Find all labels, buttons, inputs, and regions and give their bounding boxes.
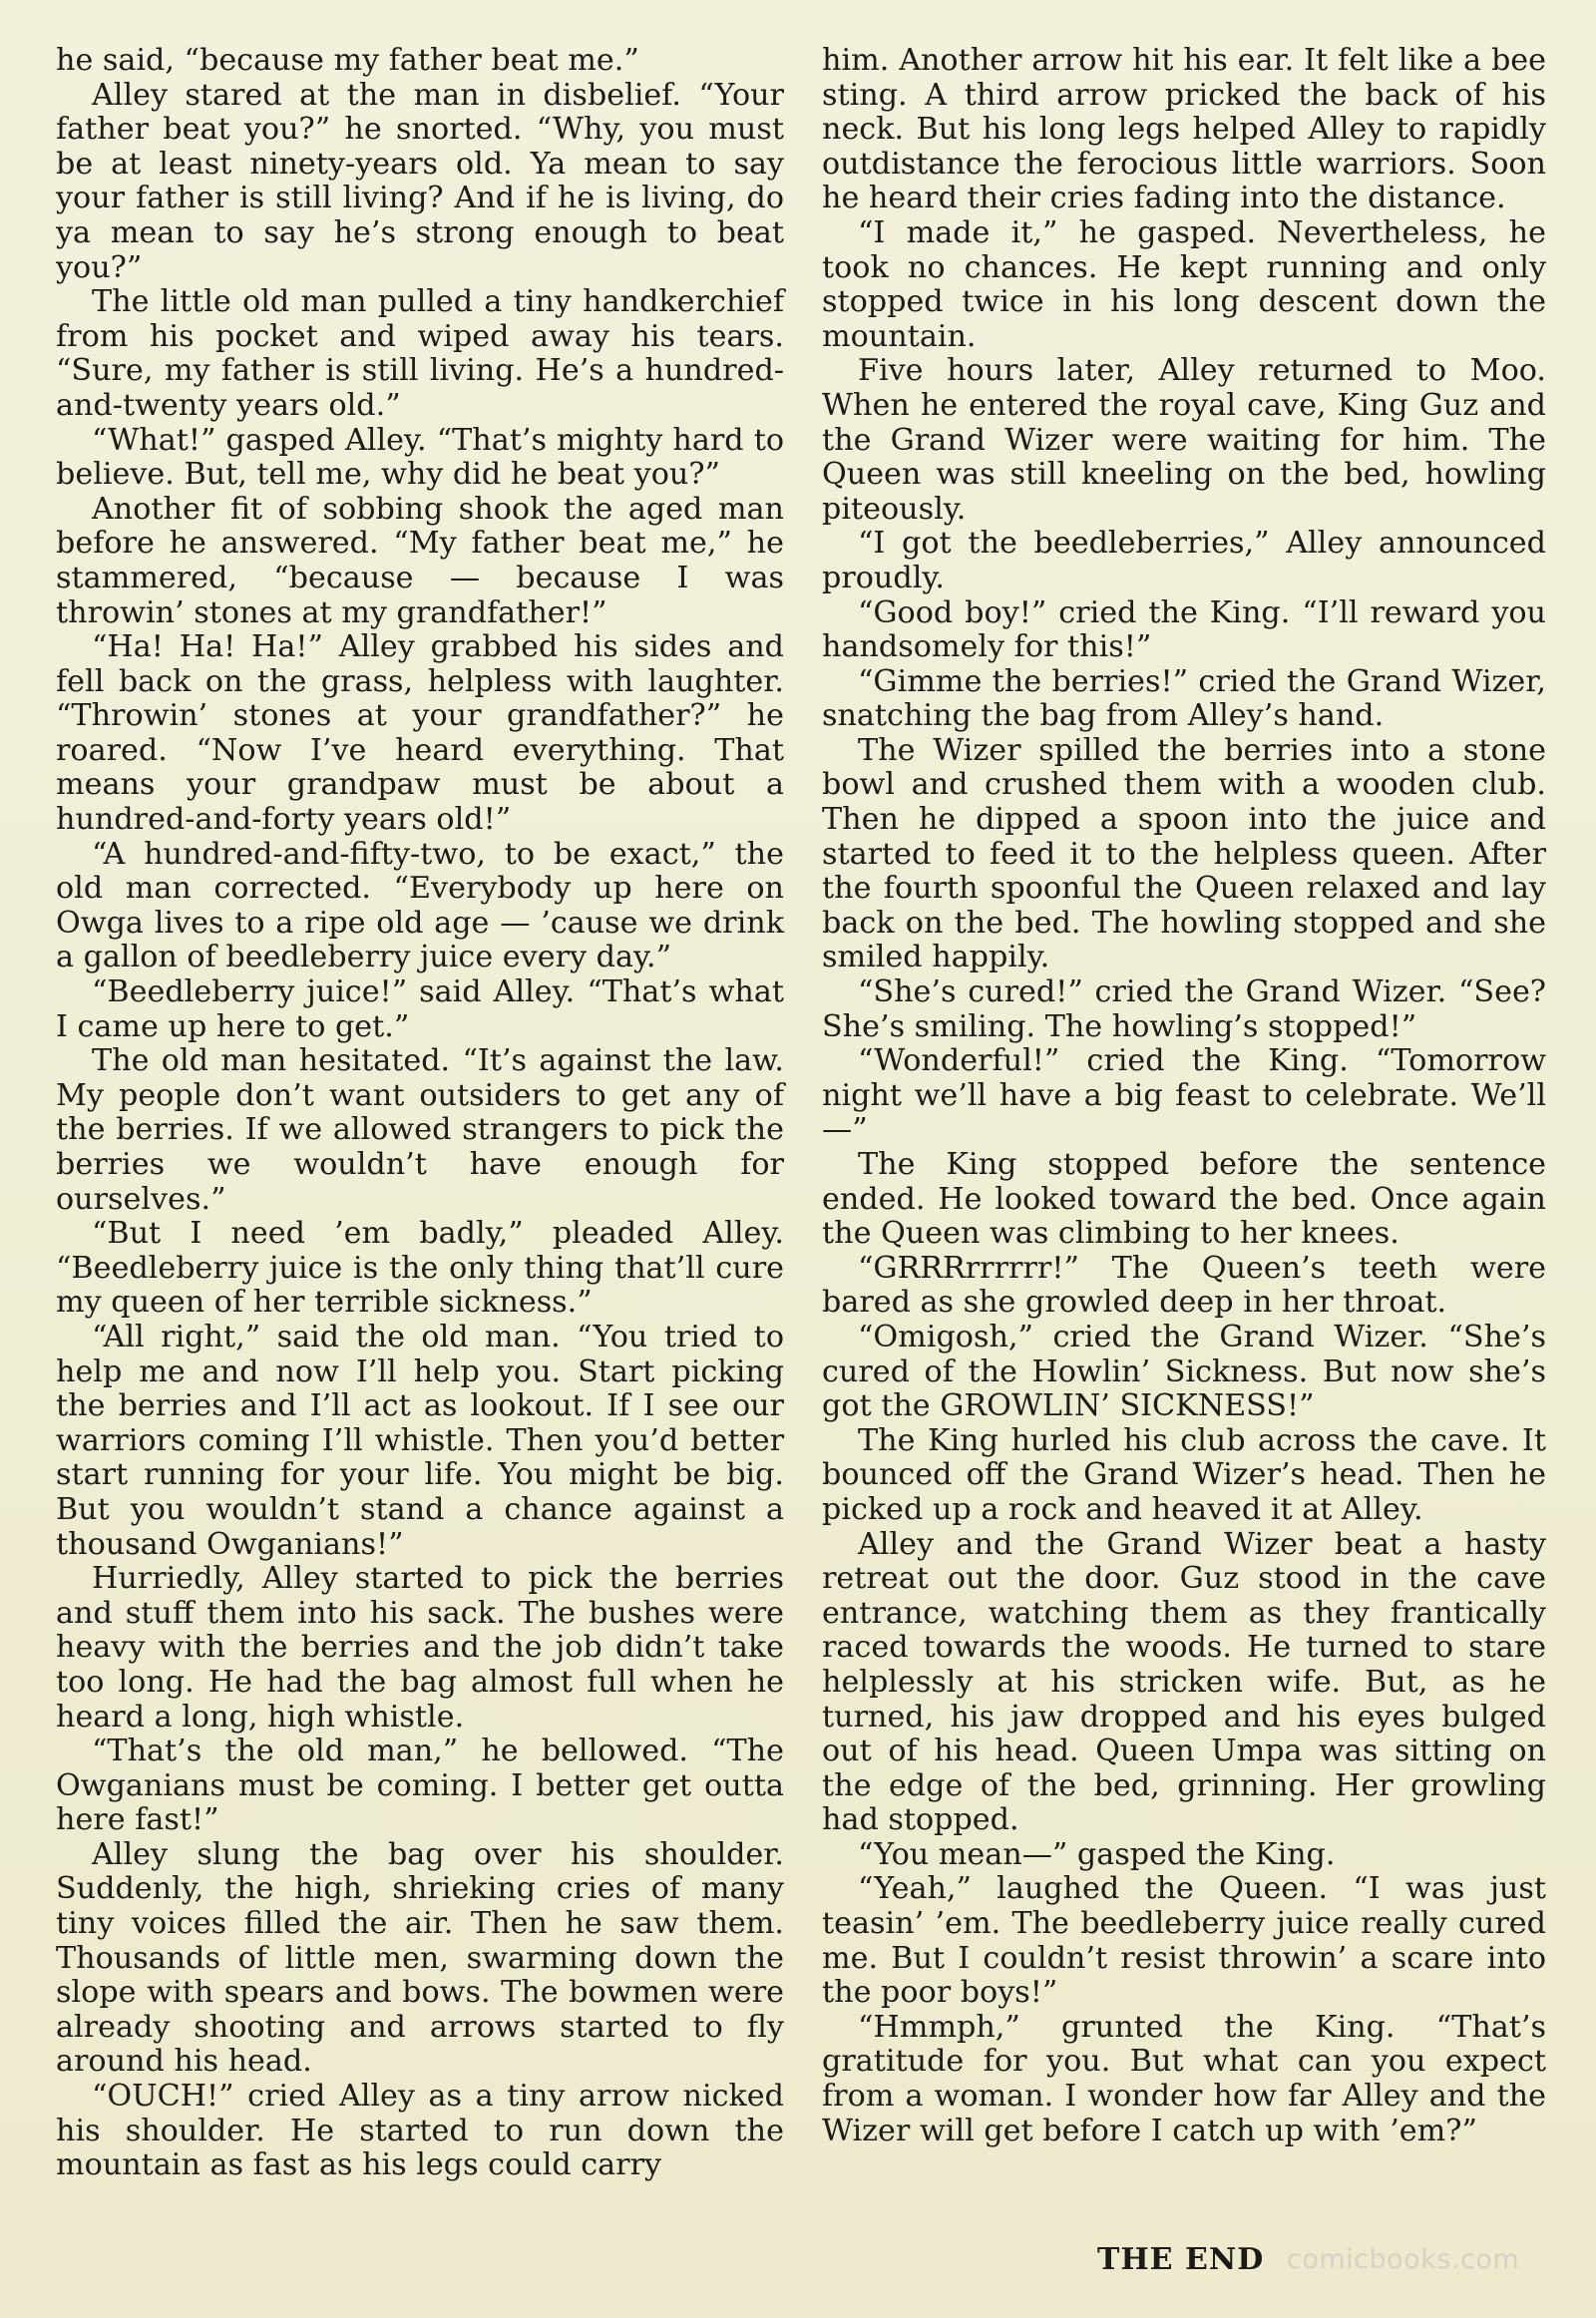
watermark-text: comicbooks.com (1287, 2244, 1520, 2275)
paragraph: Five hours later, Alley returned to Moo. When he entered the royal cave, King Guz and the Grand Wizer were waiting for him. The Queen was still kneeling on the bed, howling piteously. (822, 353, 1546, 527)
paragraph: “Wonderful!” cried the King. “Tomorrow night we’ll have a big feast to celebrate. We’ll—” (822, 1043, 1546, 1148)
paragraph: him. Another arrow hit his ear. It felt like a bee sting. A third arrow pricked the back of his neck. But his long legs helped Alley to rapidly outdistance the ferocious little warriors. Soon he heard their cries fading into the distance. (822, 43, 1546, 216)
paragraph: “She’s cured!” cried the Grand Wizer. “See? She’s smiling. The howling’s stopped!” (822, 974, 1546, 1044)
paragraph: Alley stared at the man in disbelief. “Your father beat you?” he snorted. “Why, you must be at least ninety-years old. Ya mean to say your father is still living? And if he is living, do ya mean to say he’s strong enough to beat you?” (56, 77, 784, 285)
right-text-column (822, 44, 1546, 2148)
paragraph: Hurriedly, Alley started to pick the berries and stuff them into his sack. The bushes were heavy with the berries and the job didn’t take too long. He had the bag almost full when he heard a long, high whistle. (56, 1561, 784, 1735)
paragraph: “Hmmph,” grunted the King. “That’s gratitude for you. But what can you expect from a woman. I wonder how far Alley and the Wizer will get before I catch up with ’em?” (822, 2009, 1546, 2148)
paragraph: “Omigosh,” cried the Grand Wizer. “She’s cured of the Howlin’ Sickness. But now she’s got the GROWLIN’ SICKNESS!” (822, 1319, 1546, 1424)
paragraph: “Ha! Ha! Ha!” Alley grabbed his sides and fell back on the grass, helpless with laughter. “Throwin’ stones at your grandfather?” he roared. “Now I’ve heard everything. That means your grandpaw must be about a hundred-and-forty years old!” (56, 629, 784, 838)
paragraph: “Gimme the berries!” cried the Grand Wizer, snatching the bag from Alley’s hand. (822, 663, 1546, 734)
paragraph: The old man hesitated. “It’s against the law. My people don’t want outsiders to get any of the berries. If we allowed strangers to pick the berries we wouldn’t have enough for ourselves.” (56, 1043, 784, 1217)
paragraph: “What!” gasped Alley. “That’s mighty hard to believe. But, tell me, why did he beat you?” (56, 422, 784, 493)
paragraph: “All right,” said the old man. “You tried to help me and now I’ll help you. Start picking the berries and I’ll act as lookout. If I see our warriors coming I’ll whistle. Then you’d better start running for your life. You might be big. But you wouldn’t stand a chance against a thousand Owganians!” (56, 1319, 784, 1562)
the-end-label: THE END (1097, 2242, 1265, 2277)
paragraph: “That’s the old man,” he bellowed. “The Owganians must be coming. I better get outta here fast!” (56, 1734, 784, 1838)
paragraph: “But I need ’em badly,” pleaded Alley. “Beedleberry juice is the only thing that’ll cure my queen of her terrible sickness.” (56, 1216, 784, 1321)
paragraph: Alley slung the bag over his shoulder. Suddenly, the high, shrieking cries of many tiny voices filled the air. Then he saw them. Thousands of little men, swarming down the slope with spears and bows. The bowmen were already shooting and arrows started to fly around his head. (56, 1836, 784, 2080)
paragraph: “Yeah,” laughed the Queen. “I was just teasin’ ’em. The beedleberry juice really cured me. But I couldn’t resist throwin’ a scare into the poor boys!” (822, 1871, 1546, 2011)
paragraph: Another fit of sobbing shook the aged man before he answered. “My father beat me,” he stammered, “because — because I was throwin’ stones at my grandfather!” (56, 491, 784, 630)
paragraph: The King hurled his club across the cave. It bounced off the Grand Wizer’s head. Then he picked up a rock and heaved it at Alley. (822, 1422, 1546, 1527)
paragraph: “I made it,” he gasped. Nevertheless, he took no chances. He kept running and only stopped twice in his long descent down the mountain. (822, 214, 1546, 354)
paragraph: The Wizer spilled the berries into a stone bowl and crushed them with a wooden club. Then he dipped a spoon into the juice and started to feed it to the helpless queen. After the fourth spoonful the Queen relaxed and lay back on the bed. The howling stopped and she smiled happily. (822, 732, 1546, 975)
paragraph: The little old man pulled a tiny handkerchief from his pocket and wiped away his tears. “Sure, my father is still living. He’s a hundred-and-twenty years old.” (56, 284, 784, 423)
paragraph: “OUCH!” cried Alley as a tiny arrow nicked his shoulder. He started to run down the mountain as fast as his legs could carry (56, 2079, 784, 2183)
paragraph: The King stopped before the sentence ended. He looked toward the bed. Once again the Queen was climbing to her knees. (822, 1147, 1546, 1252)
paragraph: “Good boy!” cried the King. “I’ll reward you handsomely for this!” (822, 594, 1546, 665)
paragraph: Alley and the Grand Wizer beat a hasty retreat out the door. Guz stood in the cave entrance, watching them as they frantically raced towards the woods. He turned to stare helplessly at his stricken wife. But, as he turned, his jaw dropped and his eyes bulged out of his head. Queen Umpa was sitting on the edge of the bed, grinning. Her growling had stopped. (822, 1526, 1546, 1838)
paragraph: “GRRRrrrrrr!” The Queen’s teeth were bared as she growled deep in her throat. (822, 1250, 1546, 1321)
left-text-column (56, 44, 784, 2183)
paragraph: “You mean—” gasped the King. (858, 1836, 1336, 1872)
paragraph: “A hundred-and-fifty-two, to be exact,” the old man corrected. “Everybody up here on Owga lives to a ripe old age — ’cause we drink a gallon of beedleberry juice every day.” (56, 836, 784, 975)
paragraph: “Beedleberry juice!” said Alley. “That’s what I came up here to get.” (56, 974, 784, 1044)
paragraph: “I got the beedleberries,” Alley announced proudly. (822, 526, 1546, 595)
paragraph: he said, “because my father beat me.” (56, 43, 639, 78)
